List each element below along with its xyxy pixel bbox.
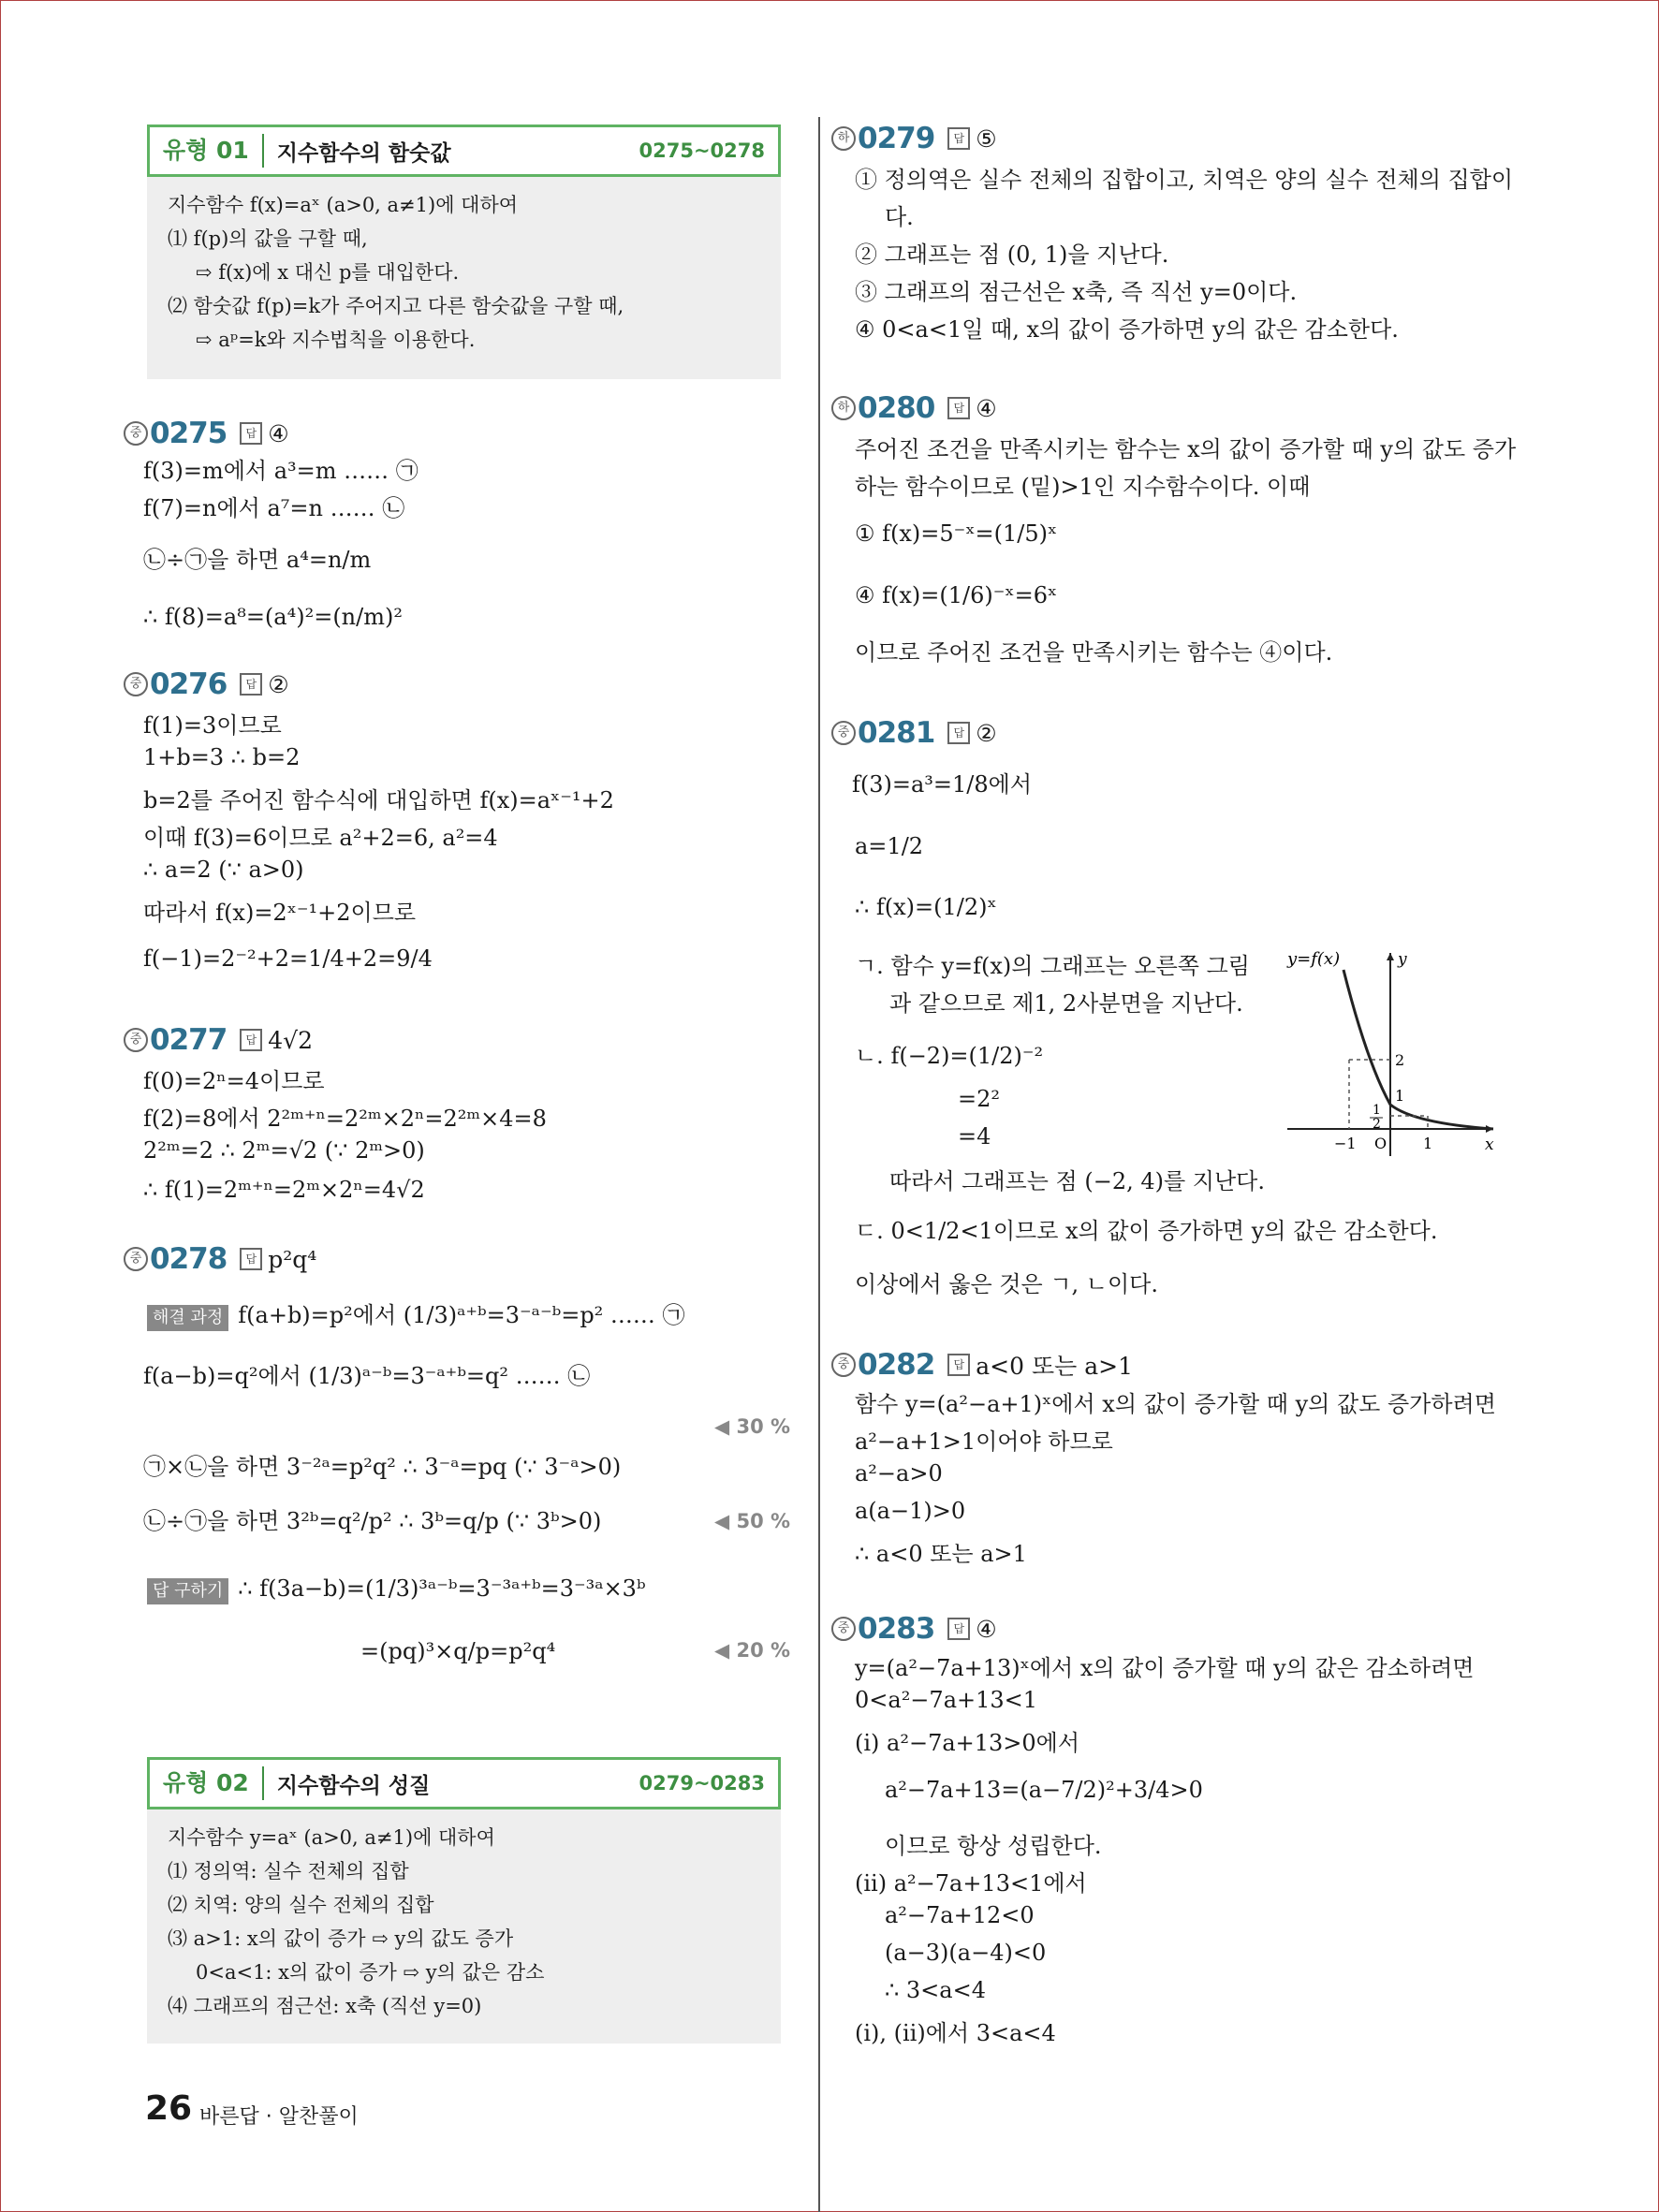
type-02-line: ⑵ 치역: 양의 실수 전체의 집합 (168, 1894, 434, 1916)
type-02-line: ⑶ a>1: x의 값이 증가 ⇨ y의 값도 증가 (168, 1927, 514, 1950)
solution-line: 하는 함수이므로 (밑)>1인 지수함수이다. 이때 (855, 474, 1311, 500)
tick-half-den: 2 (1373, 1117, 1381, 1132)
difficulty-badge: 중 (124, 1247, 148, 1271)
answer-icon: 답 (240, 422, 262, 445)
solution-line: y=(a²−7a+13)ˣ에서 x의 값이 증가할 때 y의 값은 감소하려면 (855, 1655, 1475, 1681)
solution-line (147, 1296, 685, 1331)
answer: p²q⁴ (268, 1245, 317, 1273)
solution-line: ∴ 3<a<4 (885, 1977, 986, 2003)
problem-number: 0278 (150, 1242, 228, 1276)
difficulty-badge: 중 (831, 1353, 856, 1377)
answer: ② (268, 670, 289, 698)
difficulty-badge: 중 (831, 1617, 856, 1641)
problem-number: 0283 (858, 1612, 935, 1646)
answer-icon: 답 (947, 722, 970, 744)
type-01-range: 0275~0278 (639, 139, 765, 162)
solution-line: f(0)=2ⁿ=4이므로 (143, 1068, 325, 1094)
solution-line: ∴ a=2 (∵ a>0) (143, 857, 304, 883)
type-02-title: 지수함수의 성질 (276, 1773, 431, 1798)
type-01-header (147, 125, 781, 177)
solution-line: ∴ f(8)=a⁸=(a⁴)²=(n/m)² (143, 604, 403, 630)
y-axis-label: y (1398, 950, 1407, 969)
solution-line: ㄴ. f(−2)=(1/2)⁻² (855, 1043, 1044, 1069)
answer: ④ (268, 419, 289, 447)
answer-icon: 답 (240, 673, 262, 696)
score-percent: ◀ 20 % (714, 1639, 791, 1662)
y-axis-arrow (1387, 953, 1394, 960)
answer-icon: 답 (947, 1354, 970, 1376)
solution-line: ① 정의역은 실수 전체의 집합이고, 치역은 양의 실수 전체의 집합이 (855, 167, 1514, 193)
answer-icon: 답 (947, 397, 970, 419)
solution-line: =(pq)³×q/p=p²q⁴ (360, 1638, 556, 1664)
curve-y-equals-f-x (1343, 970, 1493, 1129)
step-label-process: 해결 과정 (147, 1305, 228, 1331)
answer-icon: 답 (240, 1248, 262, 1270)
tick-1: 1 (1395, 1087, 1405, 1105)
type-01-box (147, 125, 781, 379)
solution-line: (ⅰ) a²−7a+13>0에서 (855, 1730, 1080, 1756)
solution-line: a=1/2 (855, 833, 924, 859)
type-01-line: ⇨ f(x)에 x 대신 p를 대입한다. (196, 261, 460, 284)
answer-icon: 답 (947, 127, 970, 150)
answer-icon: 답 (947, 1618, 970, 1640)
solution-line: =2² (958, 1086, 1000, 1112)
solution-line: ㄱ. 함수 y=f(x)의 그래프는 오른쪽 그림 (855, 953, 1250, 979)
page-number: 26 (145, 2089, 193, 2128)
solution-line: 주어진 조건을 만족시키는 함수는 x의 값이 증가할 때 y의 값도 증가 (855, 436, 1517, 462)
type-02-box (147, 1757, 781, 2044)
solution-line: b=2를 주어진 함수식에 대입하면 f(x)=aˣ⁻¹+2 (143, 787, 614, 813)
answer-icon: 답 (240, 1029, 262, 1051)
solution-line: ㉠×㉡을 하면 3⁻²ᵃ=p²q² ∴ 3⁻ᵃ=pq (∵ 3⁻ᵃ>0) (143, 1454, 622, 1480)
problem-0279-header (831, 122, 997, 155)
solution-line: 이므로 항상 성립한다. (885, 1833, 1102, 1859)
problem-0277-header (124, 1023, 313, 1057)
solution-line: (ⅱ) a²−7a+13<1에서 (855, 1870, 1087, 1897)
tick-half-num: 1 (1373, 1103, 1381, 1118)
type-02-body (168, 1821, 544, 2023)
problem-0278-header (124, 1242, 316, 1276)
solution-line: a²−a+1>1이어야 하므로 (855, 1428, 1113, 1455)
solution-line: f(3)=m에서 a³=m …… ㉠ (143, 458, 418, 484)
solution-line: f(3)=a³=1/8에서 (852, 771, 1033, 798)
solution-line: f(7)=n에서 a⁷=n …… ㉡ (143, 495, 405, 521)
solution-line: (ⅰ), (ⅱ)에서 3<a<4 (855, 2020, 1056, 2046)
solution-line: 1+b=3 ∴ b=2 (143, 744, 301, 770)
answer: ⑤ (976, 125, 997, 153)
x-axis-label: x (1485, 1135, 1494, 1154)
answer: ④ (976, 1615, 997, 1643)
solution-line: a²−a>0 (855, 1460, 943, 1487)
type-01-line: 지수함수 f(x)=aˣ (a>0, a≠1)에 대하여 (168, 194, 519, 216)
problem-0281-header (831, 716, 997, 750)
solution-line: 따라서 f(x)=2ˣ⁻¹+2이므로 (143, 900, 417, 926)
difficulty-badge: 중 (124, 1028, 148, 1052)
type-01-line: ⑴ f(p)의 값을 구할 때, (168, 227, 368, 250)
problem-0283-header (831, 1612, 997, 1646)
score-percent: ◀ 30 % (714, 1415, 791, 1438)
problem-number: 0280 (858, 391, 935, 425)
solution-line: =4 (958, 1123, 991, 1150)
tick-plus-1: 1 (1423, 1135, 1433, 1152)
solution-line: 이므로 주어진 조건을 만족시키는 함수는 ④이다. (855, 639, 1333, 666)
answer: 4√2 (268, 1026, 314, 1054)
solution-line: f(a−b)=q²에서 (1/3)ᵃ⁻ᵇ=3⁻ᵃ⁺ᵇ=q² …… ㉡ (143, 1363, 591, 1389)
solution-line: ④ f(x)=(1/6)⁻ˣ=6ˣ (855, 582, 1058, 608)
tick-2: 2 (1395, 1051, 1405, 1069)
solution-line: a²−7a+12<0 (885, 1902, 1035, 1928)
difficulty-badge: 중 (124, 672, 148, 696)
solution-line: a(a−1)>0 (855, 1498, 966, 1524)
solution-line: ∴ f(1)=2ᵐ⁺ⁿ=2ᵐ×2ⁿ=4√2 (143, 1177, 425, 1203)
solution-line: f(2)=8에서 2²ᵐ⁺ⁿ=2²ᵐ×2ⁿ=2²ᵐ×4=8 (143, 1106, 547, 1132)
difficulty-badge: 중 (831, 721, 856, 745)
type-02-range: 0279~0283 (639, 1772, 765, 1795)
type-01-badge: 유형 01 (150, 134, 264, 168)
type-01-body (168, 188, 624, 357)
column-divider (818, 117, 820, 2212)
type-01-line: ⇨ aᵖ=k와 지수법칙을 이용한다. (196, 329, 476, 351)
solution-line: ㉡÷㉠을 하면 a⁴=n/m (143, 547, 372, 573)
solution-line: 이때 f(3)=6이므로 a²+2=6, a²=4 (143, 825, 498, 851)
solution-line: ∴ a<0 또는 a>1 (855, 1541, 1027, 1567)
solution-line: 이상에서 옳은 것은 ㄱ, ㄴ이다. (855, 1271, 1158, 1297)
problem-0275-header (124, 417, 289, 450)
solution-line: f(−1)=2⁻²+2=1/4+2=9/4 (143, 945, 433, 972)
solution-line: 다. (885, 204, 914, 230)
solution-line: 0<a²−7a+13<1 (855, 1687, 1038, 1713)
problem-number: 0275 (150, 417, 228, 450)
type-02-badge: 유형 02 (150, 1766, 264, 1800)
solution-text: f(a+b)=p²에서 (1/3)ᵃ⁺ᵇ=3⁻ᵃ⁻ᵇ=p² …… ㉠ (238, 1302, 685, 1328)
curve-label: y=f(x) (1287, 949, 1341, 969)
problem-number: 0276 (150, 667, 228, 701)
difficulty-badge: 하 (831, 396, 856, 420)
type-02-line: ⑷ 그래프의 점근선: x축 (직선 y=0) (168, 1995, 482, 2017)
solution-line: f(1)=3이므로 (143, 712, 282, 739)
difficulty-badge: 하 (831, 126, 856, 151)
solution-line: ② 그래프는 점 (0, 1)을 지난다. (855, 242, 1169, 268)
solution-line: ㄷ. 0<1/2<1이므로 x의 값이 증가하면 y의 값은 감소한다. (855, 1218, 1438, 1244)
problem-0280-header (831, 391, 997, 425)
type-02-line: 지수함수 y=aˣ (a>0, a≠1)에 대하여 (168, 1826, 495, 1849)
solution-line (147, 1575, 646, 1604)
solution-line: 2²ᵐ=2 ∴ 2ᵐ=√2 (∵ 2ᵐ>0) (143, 1137, 425, 1164)
solution-line: 따라서 그래프는 점 (−2, 4)를 지난다. (889, 1168, 1265, 1194)
problem-number: 0277 (150, 1023, 228, 1057)
type-02-header (147, 1757, 781, 1809)
solution-line: ④ 0<a<1일 때, x의 값이 증가하면 y의 값은 감소한다. (855, 316, 1399, 343)
solution-line: ① f(x)=5⁻ˣ=(1/5)ˣ (855, 520, 1058, 547)
problem-number: 0281 (858, 716, 935, 750)
solution-line: (a−3)(a−4)<0 (885, 1940, 1047, 1966)
answer: ④ (976, 394, 997, 422)
solution-line: ∴ f(x)=(1/2)ˣ (855, 894, 997, 920)
problem-0282-header (831, 1348, 1133, 1382)
score-percent: ◀ 50 % (714, 1510, 791, 1532)
solution-text: ∴ f(3a−b)=(1/3)³ᵃ⁻ᵇ=3⁻³ᵃ⁺ᵇ=3⁻³ᵃ×3ᵇ (238, 1575, 646, 1602)
exponential-graph (1283, 945, 1498, 1161)
problem-0276-header (124, 667, 289, 701)
type-01-title: 지수함수의 함숫값 (276, 140, 451, 166)
solution-line: ③ 그래프의 점근선은 x축, 즉 직선 y=0이다. (855, 279, 1298, 305)
difficulty-badge: 중 (124, 421, 148, 446)
type-02-line: 0<a<1: x의 값이 증가 ⇨ y의 값은 감소 (196, 1961, 545, 1984)
book-section-title: 바른답 · 알찬풀이 (199, 2105, 359, 2129)
origin-label: O (1374, 1135, 1387, 1152)
solution-line: 과 같으므로 제1, 2사분면을 지난다. (889, 990, 1243, 1017)
solution-line: ㉡÷㉠을 하면 3²ᵇ=q²/p² ∴ 3ᵇ=q/p (∵ 3ᵇ>0) (143, 1508, 602, 1534)
tick-minus-1: −1 (1334, 1135, 1357, 1152)
solution-line: 함수 y=(a²−a+1)ˣ에서 x의 값이 증가할 때 y의 값도 증가하려면 (855, 1391, 1496, 1417)
step-label-answer: 답 구하기 (147, 1578, 228, 1604)
solution-line: a²−7a+13=(a−7/2)²+3/4>0 (885, 1777, 1203, 1803)
answer: a<0 또는 a>1 (976, 1353, 1133, 1380)
problem-number: 0279 (858, 122, 935, 155)
type-02-line: ⑴ 정의역: 실수 전체의 집합 (168, 1860, 409, 1882)
type-01-line: ⑵ 함숫값 f(p)=k가 주어지고 다른 함숫값을 구할 때, (168, 295, 624, 317)
answer: ② (976, 719, 997, 747)
problem-number: 0282 (858, 1348, 935, 1382)
